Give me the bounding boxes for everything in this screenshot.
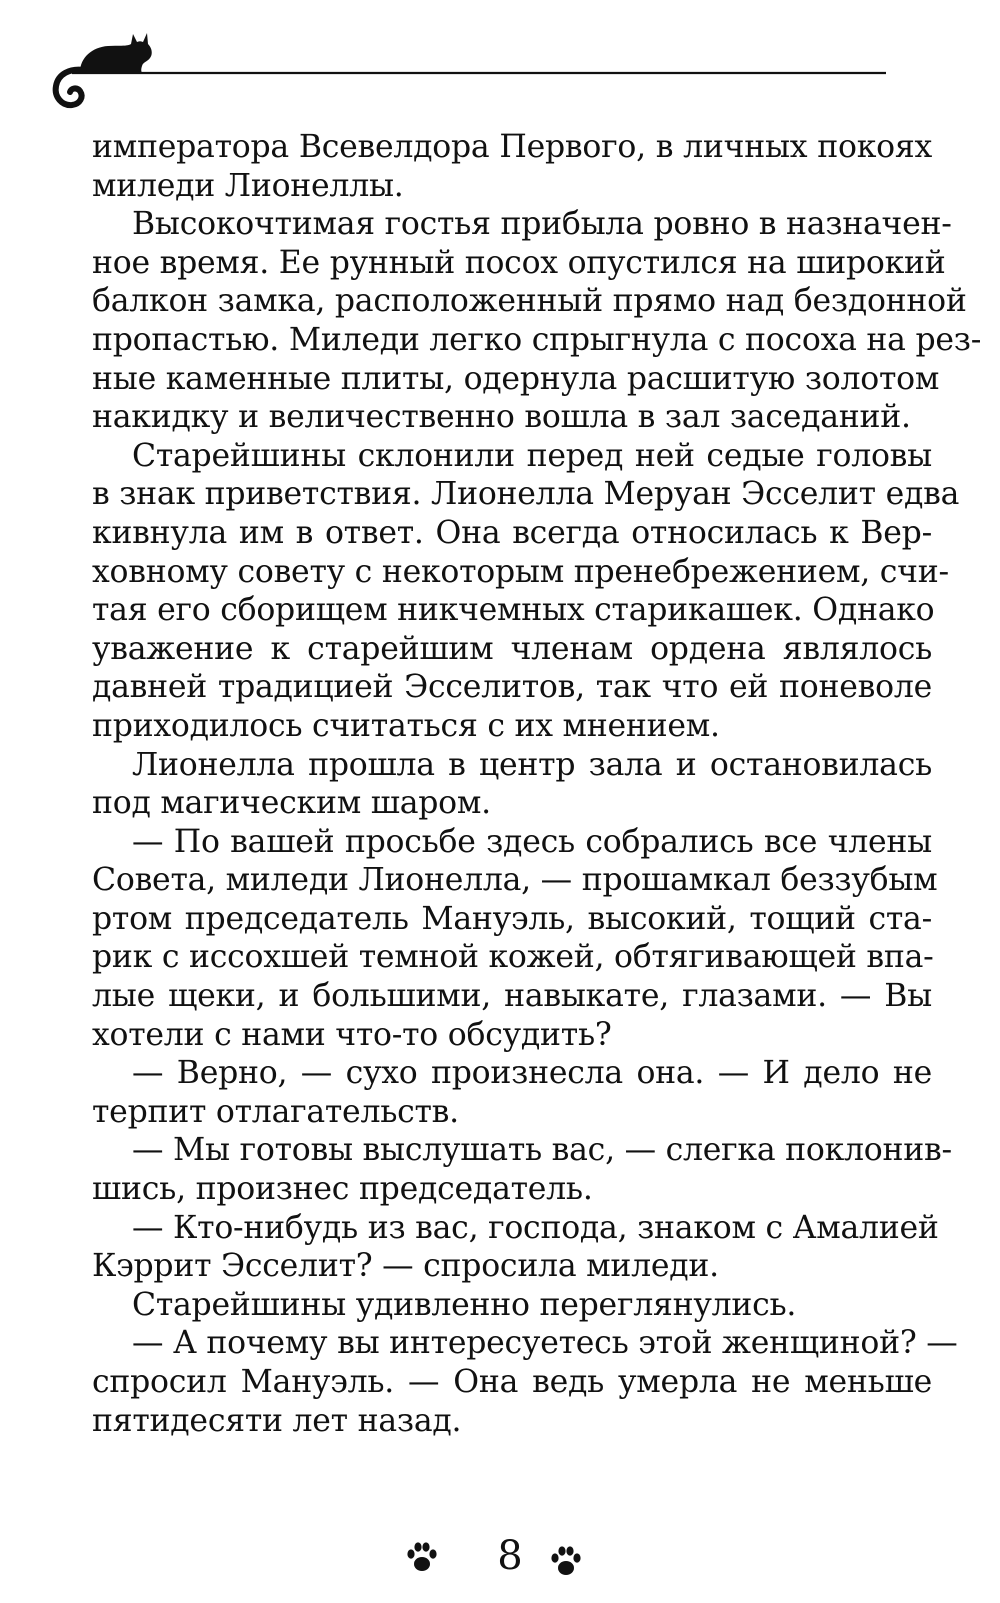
- text-line: в знак приветствия. Лионелла Меруан Эсселит едва: [92, 476, 960, 513]
- text-line: — Мы готовы выслушать вас, — слегка поклонив-: [132, 1132, 952, 1169]
- text-line: миледи Лионеллы.: [92, 167, 404, 204]
- text-line: приходилось считаться с их мнением.: [92, 707, 720, 744]
- text-line: Высокочтимая гостья прибыла ровно в назначен-: [132, 206, 952, 243]
- text-line: терпит отлагательств.: [92, 1093, 459, 1130]
- text-line: Старейшины склонили перед ней седые головы: [132, 437, 932, 474]
- text-line: балкон замка, расположенный прямо над бездонной: [92, 283, 967, 320]
- body-text: [92, 128, 982, 1440]
- text-line: ные каменные плиты, одернула расшитую золотом: [92, 360, 940, 397]
- text-line: Лионелла прошла в центр зала и остановилась: [132, 746, 932, 783]
- text-line: — А почему вы интересуетесь этой женщиной? —: [132, 1325, 958, 1362]
- text-line: тая его сборищем никчемных старикашек. Однако: [92, 592, 935, 629]
- page-footer: [0, 1530, 1000, 1590]
- text-line: накидку и величественно вошла в зал заседаний.: [92, 399, 911, 436]
- text-line: шись, произнес председатель.: [92, 1171, 593, 1208]
- text-line: пропастью. Миледи легко спрыгнула с посоха на рез-: [92, 321, 982, 358]
- text-line: лые щеки, и большими, навыкате, глазами. — Вы: [92, 978, 932, 1015]
- text-line: Кэррит Эсселит? — спросила миледи.: [92, 1248, 719, 1285]
- text-line: пятидесяти лет назад.: [92, 1402, 462, 1439]
- cat-ornament-icon: [0, 0, 1000, 120]
- text-line: Совета, миледи Лионелла, — прошамкал беззубым: [92, 862, 938, 899]
- text-line: хотели с нами что-то обсудить?: [92, 1016, 612, 1053]
- text-line: Старейшины удивленно переглянулись.: [132, 1286, 797, 1323]
- paw-print-icon: [548, 1544, 584, 1580]
- text-line: под магическим шаром.: [92, 785, 491, 822]
- text-line: давней традицией Эсселитов, так что ей поневоле: [92, 669, 932, 706]
- text-line: спросил Мануэль. — Она ведь умерла не меньше: [92, 1364, 932, 1400]
- text-line: императора Всевелдора Первого, в личных покоях: [92, 129, 932, 165]
- text-line: рик с иссохшей темной кожей, обтягивающей впа-: [92, 939, 934, 976]
- text-line: ртом председатель Мануэль, высокий, тощий ста-: [92, 900, 932, 937]
- text-line: ное время. Ее рунный посох опустился на широкий: [92, 244, 946, 281]
- text-line: уважение к старейшим членам ордена являлось: [92, 630, 932, 667]
- page-header: [0, 0, 1000, 120]
- text-line: ховному совету с некоторым пренебрежением, счи-: [92, 553, 949, 590]
- text-line: — Верно, — сухо произнесла она. — И дело не: [132, 1055, 932, 1092]
- text-line: — Кто-нибудь из вас, господа, знаком с Амалией: [132, 1209, 939, 1246]
- page-number: 8: [497, 1533, 523, 1579]
- text-line: — По вашей просьбе здесь собрались все члены: [132, 823, 932, 860]
- paw-print-icon: [404, 1540, 440, 1576]
- text-line: кивнула им в ответ. Она всегда относилась к Вер-: [92, 514, 932, 551]
